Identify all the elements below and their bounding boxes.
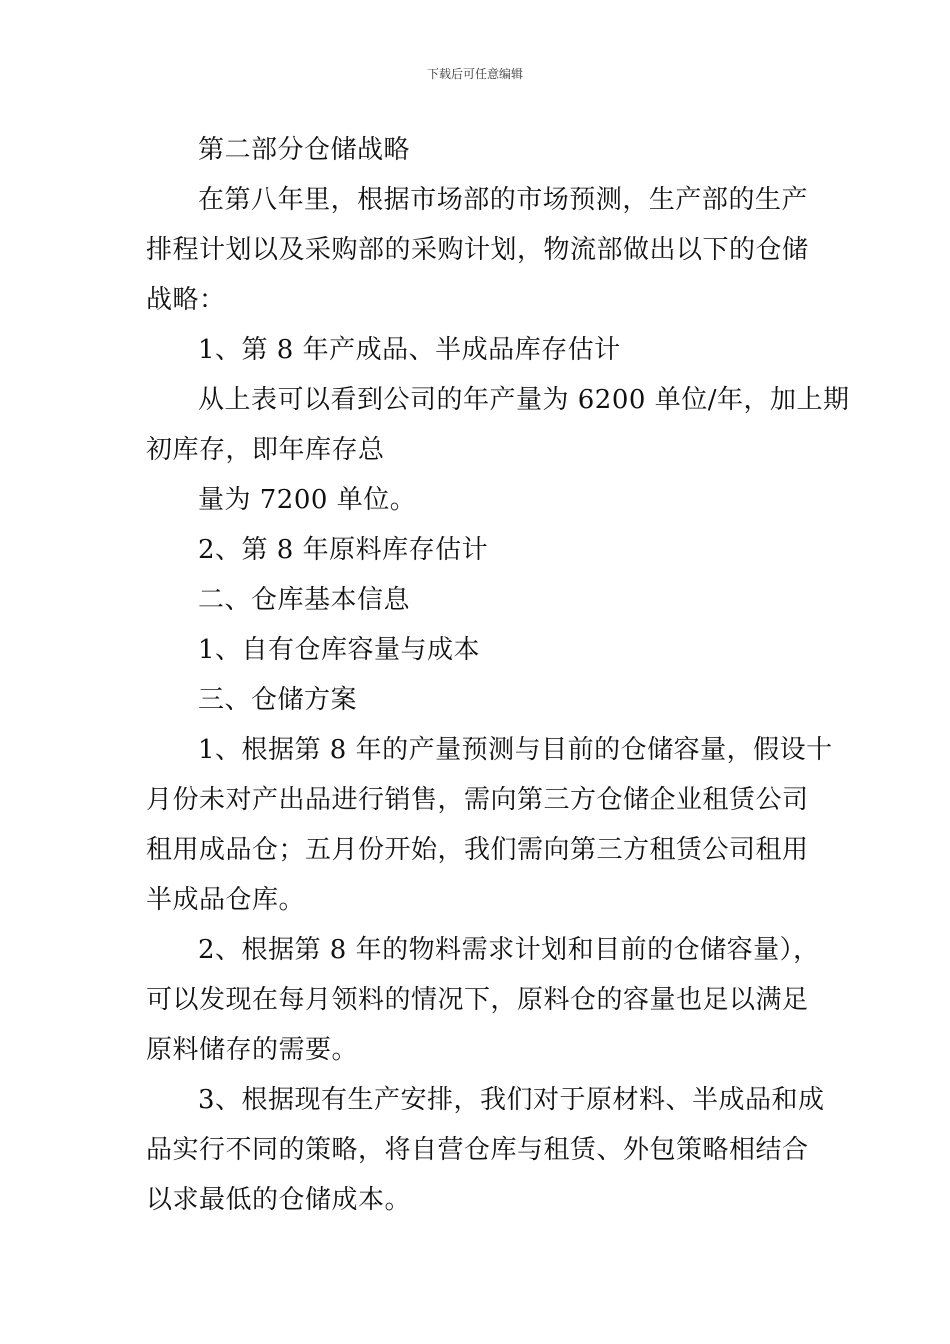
section-title: 第二部分仓储战略 bbox=[198, 135, 411, 165]
paragraph-line: 半成品仓库。 bbox=[146, 885, 306, 915]
paragraph-line: 原料储存的需要。 bbox=[146, 1035, 359, 1065]
subsection-heading: 1、第 8 年产成品、半成品库存估计 bbox=[198, 335, 621, 365]
paragraph-line: 品实行不同的策略，将自营仓库与租赁、外包策略相结合 bbox=[146, 1135, 809, 1165]
subsection-heading: 1、自有仓库容量与成本 bbox=[198, 635, 481, 665]
paragraph-line: 月份未对产出品进行销售，需向第三方仓储企业租赁公司 bbox=[146, 785, 809, 815]
page-header: 下载后可任意编辑 bbox=[426, 67, 523, 81]
paragraph-line: 2、根据第 8 年的物料需求计划和目前的仓储容量）， bbox=[198, 935, 820, 965]
paragraph-line: 量为 7200 单位。 bbox=[198, 485, 417, 515]
paragraph-line: 排程计划以及采购部的采购计划，物流部做出以下的仓储 bbox=[146, 235, 809, 265]
paragraph-line: 初库存，即年库存总 bbox=[146, 435, 385, 465]
paragraph-line: 1、根据第 8 年的产量预测与目前的仓储容量，假设十 bbox=[198, 735, 833, 765]
paragraph-line: 3、根据现有生产安排，我们对于原材料、半成品和成 bbox=[198, 1085, 825, 1115]
section-heading: 二、仓库基本信息 bbox=[198, 585, 411, 615]
paragraph-line: 租用成品仓；五月份开始，我们需向第三方租赁公司租用 bbox=[146, 835, 809, 865]
paragraph-line: 以求最低的仓储成本。 bbox=[146, 1185, 412, 1215]
paragraph-line: 从上表可以看到公司的年产量为 6200 单位/年，加上期 bbox=[198, 385, 850, 415]
paragraph-line: 在第八年里，根据市场部的市场预测，生产部的生产 bbox=[198, 185, 808, 215]
paragraph-line: 战略： bbox=[146, 285, 226, 315]
paragraph-line: 可以发现在每月领料的情况下，原料仓的容量也足以满足 bbox=[146, 985, 809, 1015]
subsection-heading: 2、第 8 年原料库存估计 bbox=[198, 535, 489, 565]
document-body bbox=[146, 125, 850, 1225]
section-heading: 三、仓储方案 bbox=[198, 685, 358, 715]
